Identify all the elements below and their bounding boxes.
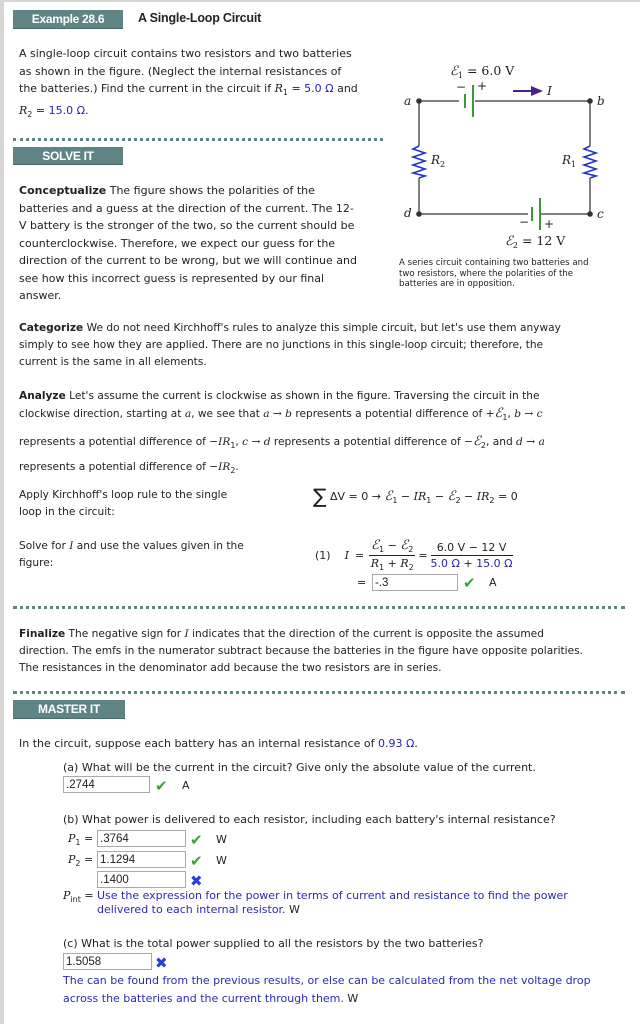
text-line: The resistances in the denominator add because the two resistors are in series. (19, 662, 442, 674)
example-number: Example 28.6 (31, 12, 105, 26)
subscript: 2 (489, 496, 495, 505)
node-c-label: c (597, 207, 604, 221)
part-a-unit: A (182, 779, 190, 792)
text: represents a potential difference of − (270, 436, 474, 448)
variable: P (68, 853, 76, 866)
text: . (414, 737, 418, 750)
text: ΔV = 0 → (326, 490, 385, 503)
battery2-plus: + (544, 217, 555, 231)
text-line (19, 538, 279, 555)
equation-number: (1) (315, 548, 331, 562)
p1-input[interactable] (97, 830, 186, 847)
node-b-label: b (597, 94, 605, 108)
emf2-label (505, 233, 565, 250)
subscript: 1 (379, 545, 385, 554)
variable: R (400, 557, 409, 570)
caption-line: A series circuit containing two batteries and (399, 258, 589, 268)
emf-symbol: ℰ (505, 234, 513, 249)
p2-unit: W (216, 854, 227, 867)
check-icon: ✔ (190, 852, 203, 870)
analyze-section (19, 388, 629, 481)
emf-symbol: ℰ (371, 538, 380, 553)
r1-value: 5.0 Ω (304, 82, 334, 95)
text: and use the values given in the (73, 540, 244, 552)
text-line (19, 182, 394, 200)
text: represents a potential difference of + (291, 408, 495, 420)
emf1-label (450, 63, 514, 80)
variable: I (344, 548, 349, 562)
caption-line: two resistors, where the polarities of the (399, 268, 574, 279)
problem-statement (19, 45, 389, 123)
text: The negative sign for (65, 628, 185, 640)
pint-input[interactable] (97, 871, 186, 888)
node-b (587, 98, 593, 104)
feedback-line (63, 990, 633, 1008)
value: 15.0 Ω (476, 556, 513, 570)
subscript: 1 (392, 496, 398, 505)
variable: IR (476, 490, 490, 503)
solve-for-i-label (19, 538, 279, 572)
subscript: 2 (230, 465, 236, 475)
emf-symbol: ℰ (450, 64, 458, 79)
symbolic-fraction (369, 538, 415, 572)
node-c (587, 211, 593, 217)
feedback-line: The can be found from the previous results, or else can be calculated from the net voltage drop (63, 974, 591, 987)
problem-line: A single-loop circuit contains two resistors and two batteries (19, 47, 352, 60)
subscript: 2 (408, 563, 414, 572)
text-line (19, 626, 631, 643)
text: We do not need Kirchhoff's rules to analyze this simple circuit, but let's use them anyway (83, 322, 561, 334)
emf-symbol: ℰ (494, 406, 503, 421)
text-line: answer. (19, 289, 62, 302)
text: . (235, 460, 239, 473)
current-equation (315, 538, 513, 572)
p1-unit: W (216, 833, 227, 846)
text-line: loop in the circuit: (19, 506, 115, 518)
text: delivered to each internal resistor. (97, 903, 286, 916)
text: across the batteries and the current through them. (63, 991, 344, 1005)
subscript: int (70, 895, 81, 904)
current-answer-input[interactable] (372, 574, 458, 591)
text: represents a potential difference of − (19, 436, 219, 448)
pint-feedback (97, 889, 617, 917)
variable: IR (413, 490, 427, 503)
text: − (397, 490, 414, 503)
value: 5.0 Ω (430, 556, 460, 570)
subscript: 2 (408, 545, 414, 554)
text-line (19, 320, 629, 337)
denominator (369, 556, 415, 572)
section-divider (13, 691, 625, 694)
example-number-tab (13, 10, 123, 29)
path: c → d (242, 436, 271, 448)
text: The figure shows the polarities of the (106, 184, 315, 197)
text: indicates that the direction of the current is opposite the assumed (188, 628, 544, 640)
problem-line (19, 102, 389, 124)
p2-input[interactable] (97, 851, 186, 868)
emf-symbol: ℰ (384, 489, 393, 504)
variable: IR (218, 436, 231, 448)
variable: a (184, 408, 192, 420)
equals: = (80, 832, 94, 845)
r2-symbol: R (431, 153, 441, 167)
r1-symbol: R (562, 153, 572, 167)
equals: = (80, 853, 94, 866)
part-c-question: (c) What is the total power supplied to all the resistors by the two batteries? (63, 937, 484, 950)
part-a-current-input[interactable] (63, 776, 150, 793)
pint-unit: W (285, 903, 300, 916)
section-divider (13, 606, 625, 609)
p2-label (68, 853, 93, 868)
check-icon: ✔ (155, 777, 168, 795)
subscript: 1 (379, 563, 385, 572)
section-heading: Categorize (19, 322, 84, 334)
cross-icon: ✖ (190, 872, 203, 890)
conjunction: and (333, 82, 358, 95)
equals: = (287, 82, 305, 95)
node-d (416, 211, 422, 217)
problem-line: as shown in the figure. (Neglect the internal resistances of (19, 64, 342, 78)
section-heading: Analyze (19, 390, 66, 402)
r2-label (431, 153, 445, 169)
figure-caption (399, 258, 609, 290)
subscript: 2 (455, 496, 461, 505)
master-it-label: MASTER IT (38, 702, 100, 716)
variable: I (69, 540, 74, 552)
equals: = (357, 576, 367, 589)
text-line: current is the same in all elements. (19, 356, 207, 368)
text: − (431, 490, 448, 503)
denominator (431, 556, 513, 570)
r2-symbol: R (19, 103, 28, 117)
problem-line (19, 80, 389, 102)
text-line: direction of the current to be wrong, but we will continue and (19, 254, 357, 267)
problem-text: the batteries.) Find the current in the circuit if (19, 82, 275, 95)
subscript: 1 (426, 496, 432, 505)
battery2-minus: − (519, 215, 530, 229)
variable: P (68, 832, 76, 845)
conceptualize-section (19, 182, 394, 305)
node-a-label: a (404, 94, 412, 108)
text-line: batteries and a guess at the direction of the current. The 12- (19, 201, 354, 215)
subscript: 1 (230, 441, 236, 450)
node-d-label: d (404, 206, 412, 220)
answer-unit: A (489, 576, 497, 589)
text: , we see that (191, 408, 264, 420)
section-heading: Conceptualize (19, 184, 107, 197)
finalize-section (19, 626, 631, 677)
battery1-plus: + (477, 79, 488, 93)
text-line: see how this incorrect guess is represented by our final (19, 271, 325, 285)
text-line: V battery is the stronger of the two, so the current should be (19, 219, 355, 232)
text: − (460, 490, 477, 503)
text: Let's assume the current is clockwise as shown in the figure. Traversing the circuit in the (65, 390, 540, 402)
emf2-value: = 12 V (517, 233, 566, 248)
emf-subscript: 2 (512, 241, 518, 250)
text-line (19, 405, 629, 426)
part-a-question: (a) What will be the current in the circuit? Give only the absolute value of the current. (63, 761, 536, 774)
text-line (19, 457, 629, 482)
part-c-unit: W (343, 991, 359, 1005)
r1-label (562, 153, 576, 169)
master-it-intro (19, 737, 418, 750)
equals: = (80, 889, 94, 902)
text: + (384, 557, 401, 570)
numerator (369, 538, 415, 556)
text: , (235, 436, 243, 448)
cross-icon: ✖ (155, 954, 168, 972)
section-divider (13, 138, 383, 141)
path: a → b (263, 408, 292, 420)
feedback-line: Use the expression for the power in terms of current and resistance to find the power (97, 889, 568, 902)
categorize-section (19, 320, 629, 371)
master-it-tab (13, 700, 125, 719)
internal-resistance-value: 0.93 Ω (377, 737, 415, 750)
variable: R (370, 557, 380, 570)
sigma-symbol: ∑ (313, 484, 327, 508)
subscript: 1 (75, 838, 81, 847)
text: = 0 (494, 490, 518, 503)
text: Solve for (19, 540, 70, 552)
r2-value: 15.0 Ω (48, 103, 86, 117)
feedback-line (97, 903, 617, 917)
text: , and (486, 436, 517, 448)
path: b → c (514, 408, 543, 420)
text: − (384, 539, 401, 552)
pint-label (63, 889, 94, 904)
circuit-figure (395, 60, 610, 295)
numerator: 6.0 V − 12 V (431, 541, 513, 556)
example-title: A Single-Loop Circuit (138, 11, 262, 25)
emf-symbol: ℰ (447, 489, 456, 504)
period: . (85, 103, 89, 117)
variable: IR (218, 460, 231, 473)
caption-line: batteries are in opposition. (399, 279, 515, 289)
numeric-fraction (431, 541, 513, 570)
check-icon: ✔ (190, 831, 203, 849)
path: d → a (516, 436, 545, 448)
emf-subscript: 1 (457, 71, 463, 80)
current-label: I (547, 83, 552, 98)
emf1-value: = 6.0 V (462, 63, 515, 78)
r2-subscript: 2 (27, 109, 33, 119)
r2-subscript: 2 (440, 160, 446, 169)
emf-symbol: ℰ (400, 538, 409, 553)
text-line (19, 431, 629, 457)
equals: = (354, 548, 365, 562)
text: , (507, 408, 515, 420)
solve-it-label: SOLVE IT (42, 148, 94, 163)
check-icon: ✔ (463, 574, 476, 592)
part-c-feedback (63, 972, 633, 1007)
r1-symbol: R (274, 82, 283, 95)
r1-subscript: 1 (282, 88, 288, 97)
equals: = (418, 548, 428, 562)
text: clockwise direction, starting at (19, 408, 185, 420)
subscript: 2 (480, 441, 486, 450)
subscript: 1 (502, 413, 508, 422)
variable: P (63, 889, 71, 902)
variable: I (184, 628, 189, 640)
r1-subscript: 1 (571, 160, 577, 169)
text: + (459, 556, 477, 570)
text-line: figure: (19, 557, 54, 569)
text-line: Apply Kirchhoff's loop rule to the single (19, 489, 228, 501)
text-line: simply to see how they are applied. There are no junctions in this single-loop circuit; therefore, the (19, 339, 544, 351)
kirchhoff-label (19, 487, 279, 521)
text-line: counterclockwise. Therefore, we expect our guess for the (19, 236, 336, 250)
section-heading: Finalize (19, 628, 66, 640)
text-line: direction. The emfs in the numerator subtract because the batteries in the figure have opposite polarities. (19, 645, 584, 657)
equals: = (32, 103, 49, 117)
text-line (19, 388, 629, 405)
part-c-power-input[interactable] (63, 953, 152, 970)
kirchhoff-equation (313, 484, 518, 508)
text: In the circuit, suppose each battery has an internal resistance of (19, 737, 378, 750)
p1-label (68, 832, 93, 847)
text: represents a potential difference of − (19, 460, 219, 473)
node-a (416, 98, 422, 104)
solve-it-tab (13, 147, 123, 165)
emf-symbol: ℰ (473, 434, 481, 449)
battery1-minus: − (456, 80, 467, 94)
circuit-diagram (395, 60, 610, 255)
subscript: 2 (75, 859, 81, 868)
part-b-question: (b) What power is delivered to each resistor, including each battery's internal resistance? (63, 813, 556, 826)
